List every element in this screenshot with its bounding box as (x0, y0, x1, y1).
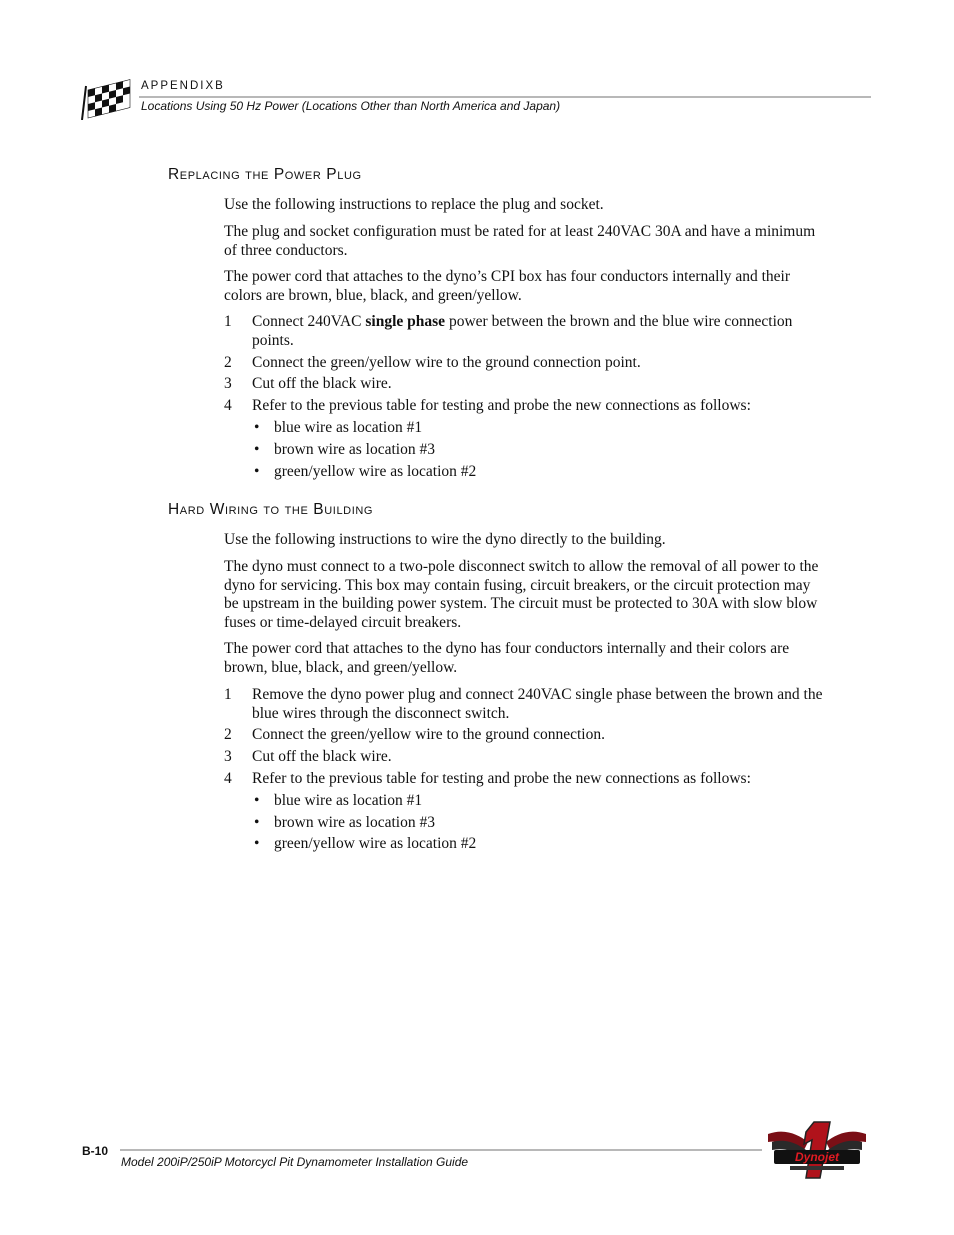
footer-divider (120, 1149, 762, 1151)
step-text: Refer to the previous table for testing and probe the new connections as follows: (252, 397, 751, 414)
step-text: Connect the green/yellow wire to the ground connection point. (252, 354, 641, 371)
paragraph: The power cord that attaches to the dyno’s CPI box has four conductors internally and their colors are brown, blue, black, and green/yellow. (224, 268, 791, 304)
logo-text: Dynojet (794, 1150, 840, 1164)
dynojet-logo (764, 1120, 870, 1182)
footer-title: Model 200iP/250iP Motorcycl Pit Dynamometer Installation Guide (121, 1155, 469, 1169)
paragraph: The dyno must connect to a two-pole disconnect switch to allow the removal of all power to the dyno for servicing. This box may contain fusing, circuit breakers, or the circuit protection may be upstream in the building power system. The circuit must be protected to 30A with slow blow fuses or time-delayed circuit breakers. (224, 558, 819, 631)
bullet-icon: • (254, 441, 260, 458)
emphasis: single phase (365, 313, 446, 330)
paragraph: Use the following instructions to wire the dyno directly to the building. (224, 531, 666, 548)
section-title-hard-wiring: Hard Wiring to the Building (168, 501, 374, 518)
step-text: Remove the dyno power plug and connect 240VAC single phase between the brown and the blue wires through the disconnect switch. (252, 686, 823, 722)
step-number: 3 (224, 375, 232, 392)
step-number: 4 (224, 770, 232, 787)
bullet-icon: • (254, 419, 260, 436)
step-number: 3 (224, 748, 232, 765)
checkered-flag-icon (80, 76, 134, 120)
step-number: 2 (224, 726, 232, 743)
step-text: Cut off the black wire. (252, 375, 392, 392)
step-text: Refer to the previous table for testing and probe the new connections as follows: (252, 770, 751, 787)
bullet-icon: • (254, 792, 260, 809)
appendix-label: APPENDIXB (141, 80, 225, 92)
step-number: 1 (224, 686, 232, 703)
bullet-icon: • (254, 814, 260, 831)
page-number: B-10 (82, 1144, 109, 1158)
step-text: Connect the green/yellow wire to the ground connection. (252, 726, 605, 743)
header-divider (139, 96, 871, 98)
bullet-icon: • (254, 463, 260, 480)
paragraph: The plug and socket configuration must be rated for at least 240VAC 30A and have a minimum of three conductors. (224, 223, 816, 259)
step-number: 2 (224, 354, 232, 371)
bullet-icon: • (254, 835, 260, 852)
step-number: 4 (224, 397, 232, 414)
section-title-replacing-plug: Replacing the Power Plug (168, 166, 362, 183)
paragraph: Use the following instructions to replace the plug and socket. (224, 196, 604, 213)
header-subtitle: Locations Using 50 Hz Power (Locations Other than North America and Japan) (141, 99, 561, 113)
step-text: Cut off the black wire. (252, 748, 392, 765)
step-number: 1 (224, 313, 232, 330)
paragraph: The power cord that attaches to the dyno has four conductors internally and their colors are brown, blue, black, and green/yellow. (224, 640, 790, 676)
step-text: Connect 240VAC single phase power between the brown and the blue wire connection points. (252, 313, 793, 349)
